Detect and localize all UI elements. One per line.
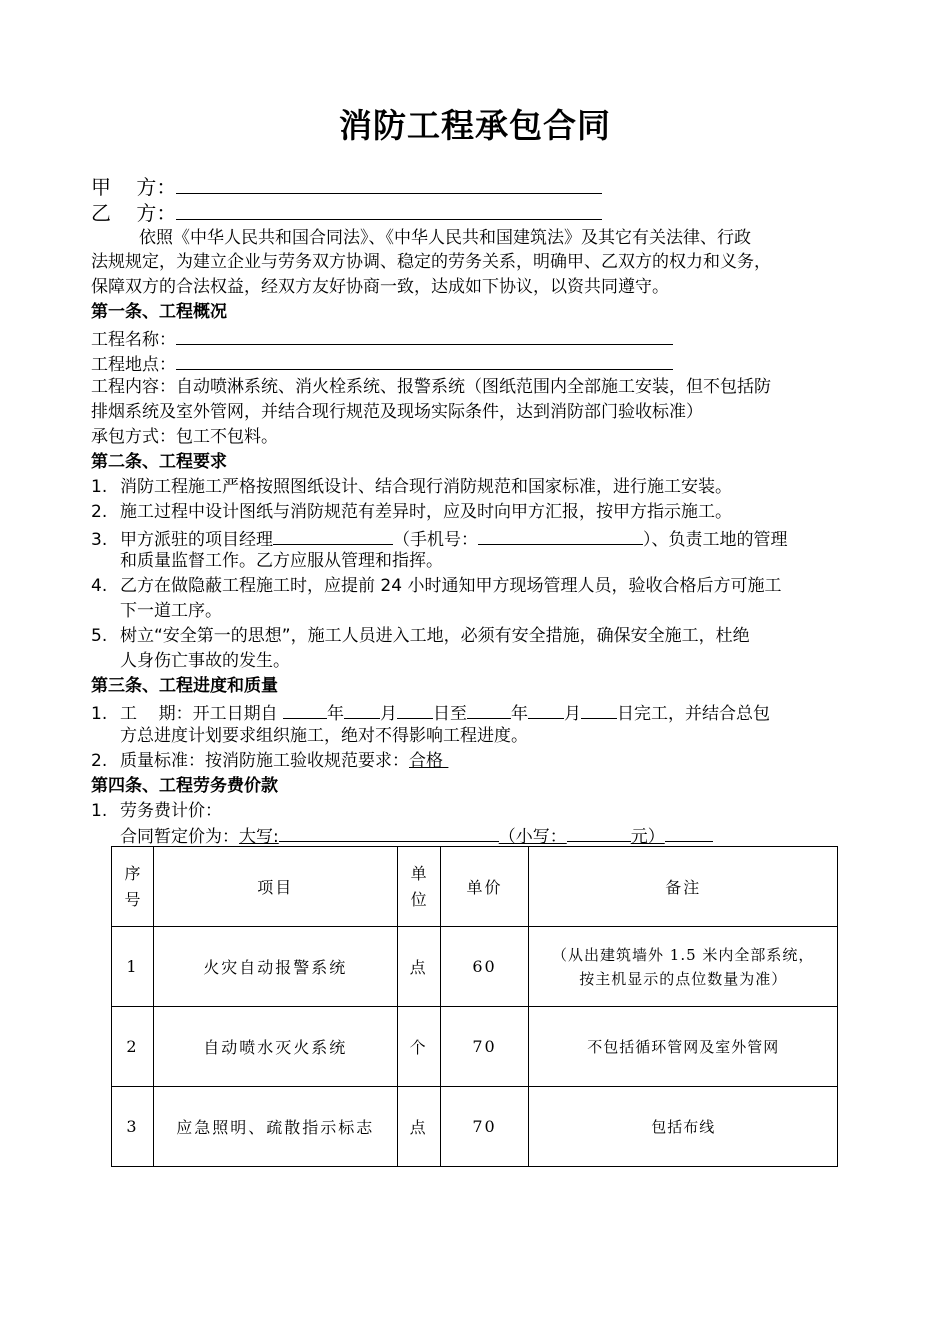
schedule-item-1 [91, 699, 770, 727]
requirement-number: 4. [91, 576, 108, 596]
cell-note [529, 1007, 838, 1087]
section3-heading: 第三条、工程进度和质量 [91, 676, 278, 696]
requirement-number: 3. [91, 530, 108, 550]
note-line: （从出建筑墙外 1.5 米内全部系统， [552, 945, 815, 964]
intro-line-3: 保障双方的合法权益，经双方友好协商一致，达成如下协议，以资共同遵守。 [91, 277, 669, 297]
start-year-blank[interactable] [283, 699, 327, 719]
cell-unit: 点 [397, 1087, 440, 1167]
project-content-line-2: 排烟系统及室外管网，并结合现行规范及现场实际条件，达到消防部门验收标准） [91, 402, 703, 422]
cell-item: 火灾自动报警系统 [153, 927, 397, 1007]
cell-note [529, 1087, 838, 1167]
project-location-line [91, 350, 673, 378]
header-unit: 单位 [397, 847, 440, 927]
fee-number: 1. [91, 801, 108, 821]
schedule-text: 工 期：开工日期自 [120, 704, 284, 724]
price-upper-blank[interactable] [279, 822, 499, 842]
header-price: 单价 [440, 847, 529, 927]
note-line: 不包括循环管网及室外管网 [587, 1037, 780, 1056]
project-name-blank[interactable] [176, 325, 673, 345]
manager-name-blank[interactable] [273, 525, 393, 545]
cell-price: 60 [440, 927, 529, 1007]
contract-method: 承包方式：包工不包料。 [91, 427, 278, 447]
header-note: 备注 [529, 847, 838, 927]
end-year-blank[interactable] [467, 699, 511, 719]
price-upper-label: 大写: [239, 827, 279, 847]
price-unit-label: 元） [630, 827, 665, 847]
note-line: 按主机显示的点位数量为准） [579, 969, 788, 988]
project-content-line-1: 工程内容：自动喷淋系统、消火栓系统、报警系统（图纸范围内全部施工安装，但不包括防 [91, 377, 771, 397]
price-tail-blank [665, 822, 713, 842]
requirement-number: 5. [91, 626, 108, 646]
section4-heading: 第四条、工程劳务费价款 [91, 776, 278, 796]
schedule-number: 2. [91, 751, 108, 771]
intro-line-2: 法规规定，为建立企业与劳务双方协调、稳定的劳务关系，明确甲、乙双方的权力和义务， [91, 252, 771, 272]
project-name-label: 工程名称： [91, 330, 176, 350]
requirement-item-5 [91, 624, 750, 649]
requirement-item-4 [91, 574, 781, 599]
requirement-text: 乙方在做隐蔽工程施工时，应提前 24 小时通知甲方现场管理人员，验收合格后方可施工 [120, 576, 782, 596]
year-label: 年 [511, 704, 529, 724]
cell-item: 应急照明、疏散指示标志 [153, 1087, 397, 1167]
quality-value: 合格 [409, 751, 449, 771]
table-header-row [112, 847, 838, 927]
requirement-text: 树立“安全第一的思想”，施工人员进入工地，必须有安全措施，确保安全施工，杜绝 [120, 626, 750, 646]
header-no: 序号 [112, 847, 154, 927]
requirement-text: 消防工程施工严格按照图纸设计、结合现行消防规范和国家标准，进行施工安装。 [120, 477, 732, 497]
section2-heading: 第二条、工程要求 [91, 452, 227, 472]
cell-price: 70 [440, 1007, 529, 1087]
party-a-label: 甲 方： [91, 175, 177, 199]
cell-price: 70 [440, 1087, 529, 1167]
cell-note [529, 927, 838, 1007]
month-label: 月 [380, 704, 398, 724]
price-lower-blank[interactable] [567, 822, 631, 842]
project-location-label: 工程地点： [91, 355, 176, 375]
start-day-blank[interactable] [397, 699, 433, 719]
table-row [112, 927, 838, 1007]
start-month-blank[interactable] [344, 699, 380, 719]
party-b-label: 乙 方： [91, 201, 177, 225]
cell-no: 3 [112, 1087, 154, 1167]
requirement-text: （手机号： [393, 530, 478, 550]
day-label: 日完工，并结合总包 [617, 704, 771, 724]
requirement-number: 1. [91, 477, 108, 497]
party-b-blank[interactable] [176, 200, 602, 220]
project-location-blank[interactable] [176, 350, 673, 370]
requirement-item-3-cont: 和质量监督工作。乙方应服从管理和指挥。 [120, 551, 443, 571]
requirement-item-5-cont: 人身伤亡事故的发生。 [120, 651, 290, 671]
month-label: 月 [564, 704, 582, 724]
cell-no: 1 [112, 927, 154, 1007]
schedule-number: 1. [91, 704, 108, 724]
manager-phone-blank[interactable] [478, 525, 643, 545]
party-b-line [91, 200, 602, 226]
intro-line-1: 依照《中华人民共和国合同法》、《中华人民共和国建筑法》及其它有关法律、行政 [139, 228, 751, 248]
page-title: 消防工程承包合同 [339, 106, 611, 145]
note-line: 包括布线 [651, 1117, 716, 1136]
party-a-line [91, 174, 602, 200]
project-name-line [91, 325, 673, 353]
requirement-text: 甲方派驻的项目经理 [120, 530, 273, 550]
end-month-blank[interactable] [528, 699, 564, 719]
price-label: 合同暂定价为： [120, 827, 239, 847]
requirement-text: ）、负责工地的管理 [643, 530, 788, 550]
header-item: 项目 [153, 847, 397, 927]
cell-unit: 点 [397, 927, 440, 1007]
requirement-text: 施工过程中设计图纸与消防规范有差异时，应及时向甲方汇报，按甲方指示施工。 [120, 502, 732, 522]
cell-unit: 个 [397, 1007, 440, 1087]
requirement-item-4-cont: 下一道工序。 [120, 601, 222, 621]
cell-item: 自动喷水灭火系统 [153, 1007, 397, 1087]
end-day-blank[interactable] [581, 699, 617, 719]
schedule-item-2 [91, 749, 448, 774]
table-row [112, 1087, 838, 1167]
schedule-item-1-cont: 方总进度计划要求组织施工，绝对不得影响工程进度。 [120, 726, 528, 746]
section1-heading: 第一条、工程概况 [91, 302, 227, 322]
price-lower-label: （小写： [498, 827, 567, 847]
requirement-item-2 [91, 500, 732, 525]
requirement-item-1 [91, 475, 732, 500]
quality-label: 质量标准：按消防施工验收规范要求： [120, 751, 409, 771]
table-row [112, 1007, 838, 1087]
year-label: 年 [327, 704, 345, 724]
fee-table [111, 846, 838, 1167]
requirement-number: 2. [91, 502, 108, 522]
fee-item-1 [91, 799, 222, 824]
cell-no: 2 [112, 1007, 154, 1087]
day-label: 日至 [433, 704, 468, 724]
party-a-blank[interactable] [176, 174, 602, 194]
fee-text: 劳务费计价： [120, 801, 222, 821]
